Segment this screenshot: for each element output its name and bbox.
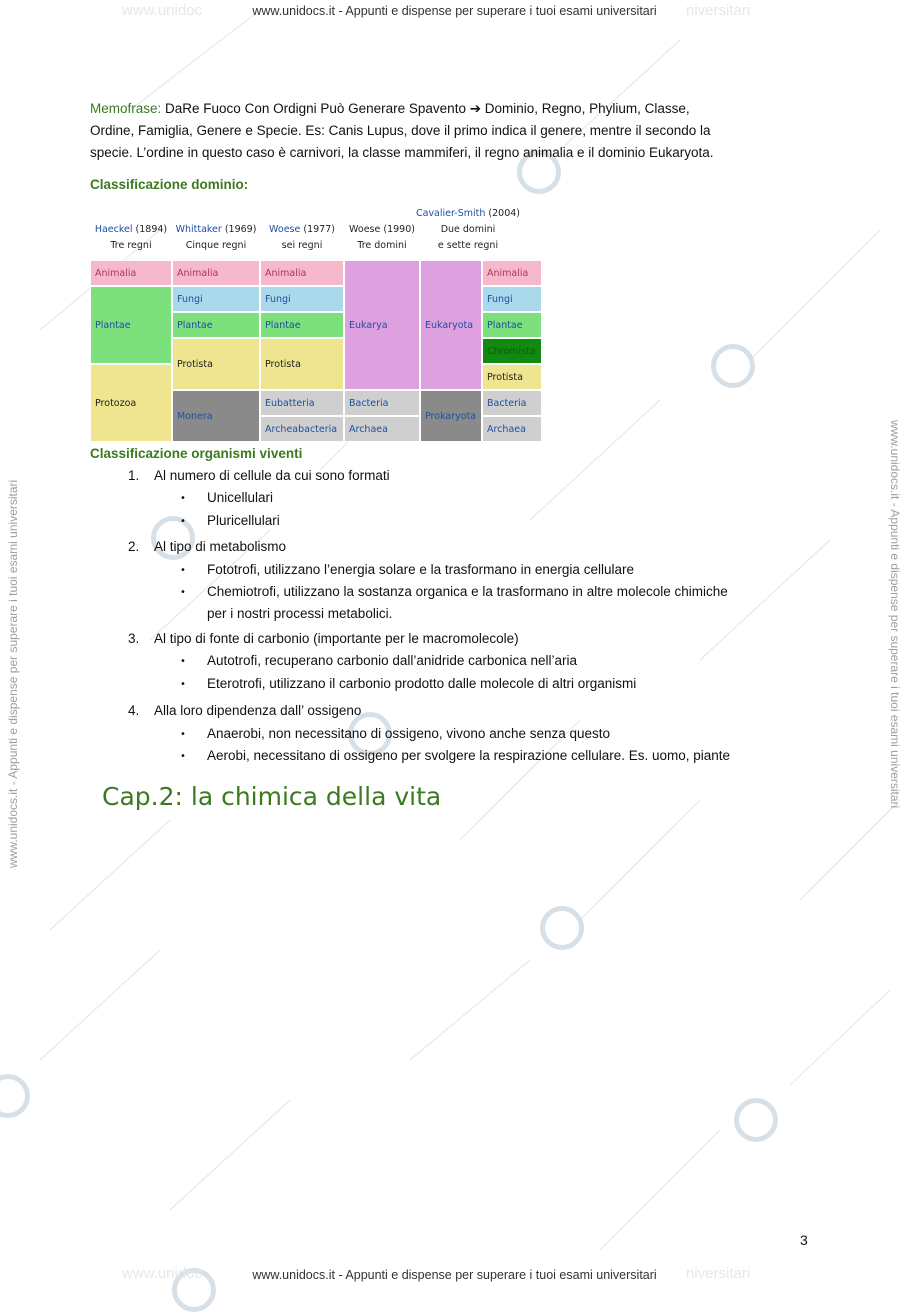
cell-bacteria: Bacteria	[482, 390, 542, 416]
column-header: Woese (1977) sei regni	[269, 224, 335, 251]
bullet-icon: •	[180, 679, 186, 690]
list-number: 1.	[128, 468, 140, 483]
list-item: Alla loro dipendenza dall’ ossigeno	[154, 703, 362, 718]
cell-monera: Monera	[172, 390, 260, 442]
bullet-icon: •	[180, 587, 186, 598]
cell-eubatteria: Eubatteria	[260, 390, 344, 416]
column-header: Cavalier-Smith (2004) Due domini e sette regni	[415, 208, 521, 251]
watermark-logo-icon	[540, 906, 584, 950]
bullet-icon: •	[180, 493, 186, 504]
watermark-ghost-text: niversitari	[686, 2, 751, 19]
heading-classificazione-organismi: Classificazione organismi viventi	[90, 446, 303, 461]
cell-protista: Protista	[172, 338, 260, 390]
cell-fungi: Fungi	[172, 286, 260, 312]
watermark-side-right: www.unidocs.it - Appunti e dispense per superare i tuoi esami universitari	[888, 420, 902, 809]
watermark-ghost-text: www.unidoc	[122, 2, 203, 19]
watermark-ghost-text: www.unidoc	[122, 1265, 203, 1282]
cell-archaea: Archaea	[482, 416, 542, 442]
bullet-item: Fototrofi, utilizzano l’energia solare e la trasformano in energia cellulare	[207, 562, 634, 577]
memofrase-lead: Memofrase:	[90, 101, 162, 116]
heading-classificazione-dominio: Classificazione dominio:	[90, 177, 249, 192]
cell-plantae: Plantae	[172, 312, 260, 338]
bullet-item: Eterotrofi, utilizzano il carbonio prodotto dalle molecole di altri organismi	[207, 676, 637, 691]
watermark-logo-icon	[711, 344, 755, 388]
cell-archeabacteria: Archeabacteria	[260, 416, 344, 442]
memofrase-paragraph	[90, 98, 810, 164]
cell-protista: Protista	[260, 338, 344, 390]
cell-animalia: Animalia	[172, 260, 260, 286]
cell-archaea: Archaea	[344, 416, 420, 442]
bullet-item-continuation: per i nostri processi metabolici.	[207, 606, 393, 621]
column-header: Haeckel (1894) Tre regni	[94, 224, 168, 251]
bullet-icon: •	[180, 729, 186, 740]
cell-plantae: Plantae	[482, 312, 542, 338]
bullet-item: Autotrofi, recuperano carbonio dall’anidride carbonica nell’aria	[207, 653, 577, 668]
chapter-title: Cap.2: la chimica della vita	[102, 782, 442, 811]
cell-protozoa: Protozoa	[90, 364, 172, 442]
watermark-logo-icon	[734, 1098, 778, 1142]
cell-fungi: Fungi	[482, 286, 542, 312]
cell-animalia: Animalia	[260, 260, 344, 286]
watermark-header: www.unidocs.it - Appunti e dispense per superare i tuoi esami universitari	[252, 4, 657, 18]
cell-animalia: Animalia	[90, 260, 172, 286]
list-item: Al tipo di metabolismo	[154, 539, 287, 554]
cell-chromista: Chromista	[482, 338, 542, 364]
column-header: Woese (1990) Tre domini	[349, 224, 415, 251]
bullet-icon: •	[180, 751, 186, 762]
cell-protista: Protista	[482, 364, 542, 390]
cell-bacteria: Bacteria	[344, 390, 420, 416]
watermark-ghost-text: niversitari	[686, 1265, 751, 1282]
cell-prokaryota: Prokaryota	[420, 390, 482, 442]
watermark-footer: www.unidocs.it - Appunti e dispense per superare i tuoi esami universitari	[252, 1268, 657, 1282]
list-number: 3.	[128, 631, 140, 646]
bullet-icon: •	[180, 656, 186, 667]
cell-fungi: Fungi	[260, 286, 344, 312]
cell-animalia: Animalia	[482, 260, 542, 286]
memofrase-line: Ordine, Famiglia, Genere e Specie. Es: Canis Lupus, dove il primo indica il genere, mentre il secondo la	[90, 123, 711, 138]
cell-plantae: Plantae	[260, 312, 344, 338]
bullet-item: Unicellulari	[207, 490, 274, 505]
list-number: 2.	[128, 539, 140, 554]
memofrase-line: specie. L’ordine in questo caso è carnivori, la classe mammiferi, il regno animalia e il dominio Eukaryota.	[90, 145, 714, 160]
bullet-item: Chemiotrofi, utilizzano la sostanza organica e la trasformano in altre molecole chimiche	[207, 584, 728, 599]
classification-figure	[90, 206, 542, 442]
cell-plantae: Plantae	[90, 286, 172, 364]
column-header: Whittaker (1969) Cinque regni	[175, 224, 257, 251]
memofrase-line: DaRe Fuoco Con Ordigni Può Generare Spavento ➔ Dominio, Regno, Phylium, Classe,	[161, 101, 690, 116]
bullet-item: Anaerobi, non necessitano di ossigeno, vivono anche senza questo	[207, 726, 611, 741]
list-item: Al numero di cellule da cui sono formati	[154, 468, 390, 483]
watermark-side-left: www.unidocs.it - Appunti e dispense per superare i tuoi esami universitari	[6, 479, 20, 868]
bullet-item: Aerobi, necessitano di ossigeno per svolgere la respirazione cellulare. Es. uomo, piante	[207, 748, 731, 763]
list-number: 4.	[128, 703, 140, 718]
list-item: Al tipo di fonte di carbonio (importante per le macromolecole)	[154, 631, 519, 646]
bullet-item: Pluricellulari	[207, 513, 280, 528]
bullet-icon: •	[180, 516, 186, 527]
cell-eukarya: Eukarya	[344, 260, 420, 390]
page-number: 3	[800, 1232, 808, 1248]
cell-eukaryota: Eukaryota	[420, 260, 482, 390]
bullet-icon: •	[180, 565, 186, 576]
